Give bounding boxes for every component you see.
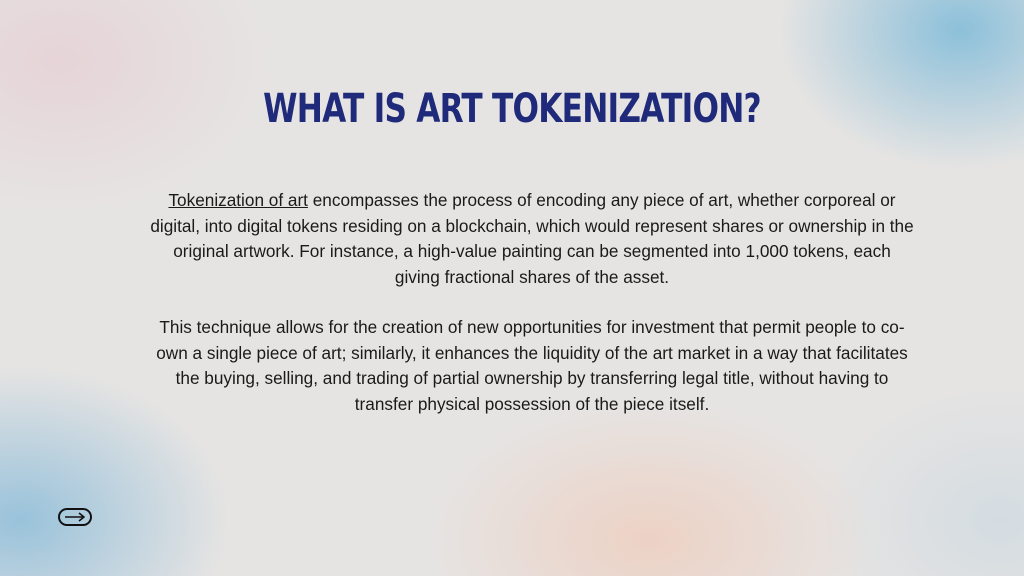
next-button[interactable] <box>58 508 92 526</box>
slide-title: WHAT IS ART TOKENIZATION? <box>263 86 761 132</box>
slide-body <box>150 188 914 442</box>
paragraph-1-text: encompasses the process of encoding any piece of art, whether corporeal or digital, into digital tokens residing on a blockchain, which would represent shares or ownership in the original artwork. For instance, a high-value painting can be segmented into 1,000 tokens, each giving fractional shares of the asset. <box>150 190 914 287</box>
tokenization-link[interactable]: Tokenization of art <box>168 190 308 210</box>
paragraph-2: This technique allows for the creation of new opportunities for investment that permit people to co-own a single piece of art; similarly, it enhances the liquidity of the art market in a way that facilitates the buying, selling, and trading of partial ownership by transferring legal title, without having to transfer physical possession of the piece itself. <box>156 317 908 414</box>
paragraph-1 <box>150 188 914 290</box>
arrow-right-icon <box>64 512 86 522</box>
